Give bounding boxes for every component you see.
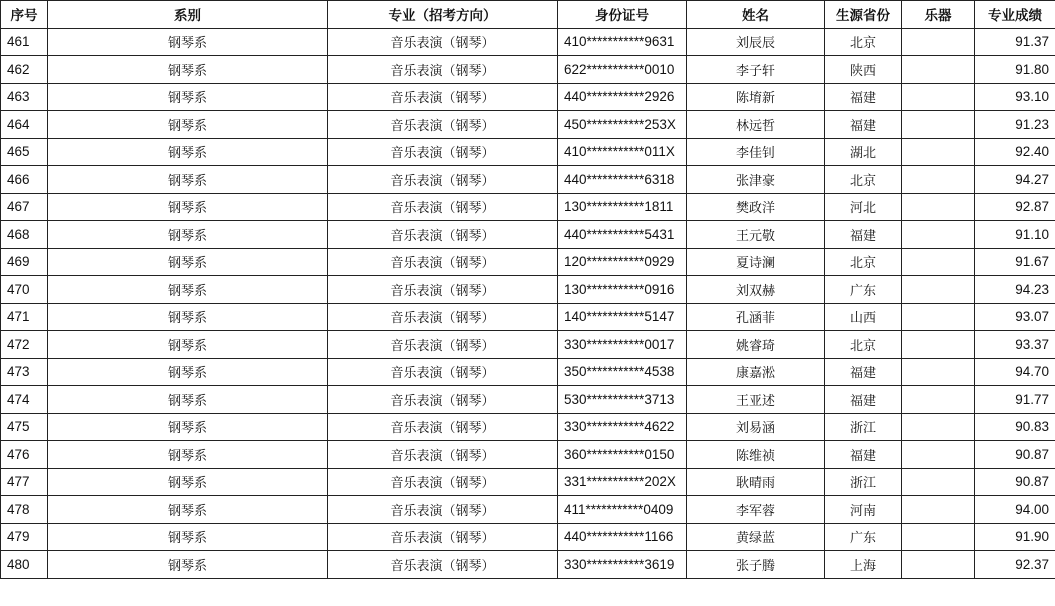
cell-instrument <box>902 468 975 496</box>
cell-name: 李佳钊 <box>687 138 825 166</box>
table-row <box>1 138 1055 166</box>
cell-instrument <box>902 111 975 139</box>
cell-id-number: 360***********0150 <box>558 441 687 469</box>
cell-score: 90.87 <box>975 441 1055 469</box>
cell-id-number: 330***********4622 <box>558 413 687 441</box>
cell-no: 470 <box>1 276 48 304</box>
cell-major: 音乐表演（钢琴） <box>328 56 558 84</box>
cell-score: 91.67 <box>975 248 1055 276</box>
cell-id-number: 622***********0010 <box>558 56 687 84</box>
cell-score: 91.77 <box>975 386 1055 414</box>
cell-name: 林远哲 <box>687 111 825 139</box>
table-row <box>1 386 1055 414</box>
cell-province: 上海 <box>825 551 902 579</box>
cell-name: 夏诗澜 <box>687 248 825 276</box>
cell-major: 音乐表演（钢琴） <box>328 551 558 579</box>
cell-no: 477 <box>1 468 48 496</box>
cell-major: 音乐表演（钢琴） <box>328 303 558 331</box>
cell-no: 479 <box>1 523 48 551</box>
cell-instrument <box>902 496 975 524</box>
table-row <box>1 111 1055 139</box>
cell-name: 刘双赫 <box>687 276 825 304</box>
cell-no: 467 <box>1 193 48 221</box>
cell-score: 90.83 <box>975 413 1055 441</box>
header-province: 生源省份 <box>825 1 902 29</box>
cell-province: 广东 <box>825 276 902 304</box>
cell-name: 刘易涵 <box>687 413 825 441</box>
cell-major: 音乐表演（钢琴） <box>328 28 558 56</box>
cell-no: 468 <box>1 221 48 249</box>
cell-no: 475 <box>1 413 48 441</box>
cell-score: 91.23 <box>975 111 1055 139</box>
cell-no: 465 <box>1 138 48 166</box>
cell-department: 钢琴系 <box>48 276 328 304</box>
cell-no: 469 <box>1 248 48 276</box>
cell-province: 浙江 <box>825 413 902 441</box>
cell-province: 山西 <box>825 303 902 331</box>
cell-department: 钢琴系 <box>48 193 328 221</box>
cell-score: 91.90 <box>975 523 1055 551</box>
cell-score: 93.37 <box>975 331 1055 359</box>
cell-no: 463 <box>1 83 48 111</box>
cell-name: 李军蓉 <box>687 496 825 524</box>
cell-id-number: 350***********4538 <box>558 358 687 386</box>
cell-name: 王亚述 <box>687 386 825 414</box>
cell-score: 90.87 <box>975 468 1055 496</box>
cell-department: 钢琴系 <box>48 303 328 331</box>
cell-instrument <box>902 193 975 221</box>
cell-instrument <box>902 276 975 304</box>
cell-major: 音乐表演（钢琴） <box>328 83 558 111</box>
cell-department: 钢琴系 <box>48 523 328 551</box>
cell-name: 张子腾 <box>687 551 825 579</box>
cell-department: 钢琴系 <box>48 83 328 111</box>
cell-province: 浙江 <box>825 468 902 496</box>
header-score: 专业成绩 <box>975 1 1055 29</box>
cell-name: 李子轩 <box>687 56 825 84</box>
cell-name: 陈维祯 <box>687 441 825 469</box>
cell-no: 471 <box>1 303 48 331</box>
table-row <box>1 523 1055 551</box>
cell-id-number: 450***********253X <box>558 111 687 139</box>
cell-id-number: 411***********0409 <box>558 496 687 524</box>
cell-id-number: 130***********1811 <box>558 193 687 221</box>
cell-name: 樊政洋 <box>687 193 825 221</box>
cell-name: 王元敬 <box>687 221 825 249</box>
table-row <box>1 166 1055 194</box>
cell-major: 音乐表演（钢琴） <box>328 166 558 194</box>
table-row <box>1 248 1055 276</box>
cell-department: 钢琴系 <box>48 56 328 84</box>
table-row <box>1 276 1055 304</box>
cell-no: 478 <box>1 496 48 524</box>
cell-id-number: 330***********3619 <box>558 551 687 579</box>
cell-major: 音乐表演（钢琴） <box>328 111 558 139</box>
cell-name: 张津豪 <box>687 166 825 194</box>
cell-id-number: 440***********5431 <box>558 221 687 249</box>
cell-major: 音乐表演（钢琴） <box>328 221 558 249</box>
cell-province: 北京 <box>825 28 902 56</box>
cell-instrument <box>902 523 975 551</box>
table-body <box>1 28 1055 578</box>
table-row <box>1 28 1055 56</box>
cell-major: 音乐表演（钢琴） <box>328 496 558 524</box>
cell-no: 461 <box>1 28 48 56</box>
cell-instrument <box>902 56 975 84</box>
table-row <box>1 358 1055 386</box>
cell-department: 钢琴系 <box>48 496 328 524</box>
table-row <box>1 331 1055 359</box>
cell-score: 93.10 <box>975 83 1055 111</box>
cell-department: 钢琴系 <box>48 358 328 386</box>
cell-no: 476 <box>1 441 48 469</box>
cell-major: 音乐表演（钢琴） <box>328 276 558 304</box>
table-row <box>1 413 1055 441</box>
cell-name: 刘辰辰 <box>687 28 825 56</box>
cell-id-number: 331***********202X <box>558 468 687 496</box>
cell-major: 音乐表演（钢琴） <box>328 523 558 551</box>
header-id-number: 身份证号 <box>558 1 687 29</box>
table-row <box>1 221 1055 249</box>
cell-major: 音乐表演（钢琴） <box>328 468 558 496</box>
cell-province: 陕西 <box>825 56 902 84</box>
cell-instrument <box>902 166 975 194</box>
cell-province: 福建 <box>825 221 902 249</box>
cell-score: 93.07 <box>975 303 1055 331</box>
cell-instrument <box>902 303 975 331</box>
cell-score: 91.80 <box>975 56 1055 84</box>
cell-province: 福建 <box>825 441 902 469</box>
cell-score: 91.10 <box>975 221 1055 249</box>
cell-no: 472 <box>1 331 48 359</box>
header-major: 专业（招考方向） <box>328 1 558 29</box>
cell-major: 音乐表演（钢琴） <box>328 386 558 414</box>
cell-id-number: 410***********9631 <box>558 28 687 56</box>
cell-department: 钢琴系 <box>48 28 328 56</box>
table-row <box>1 56 1055 84</box>
cell-score: 94.27 <box>975 166 1055 194</box>
cell-department: 钢琴系 <box>48 166 328 194</box>
cell-score: 94.00 <box>975 496 1055 524</box>
cell-province: 湖北 <box>825 138 902 166</box>
cell-id-number: 440***********2926 <box>558 83 687 111</box>
cell-name: 孔涵菲 <box>687 303 825 331</box>
header-instrument: 乐器 <box>902 1 975 29</box>
cell-id-number: 440***********1166 <box>558 523 687 551</box>
cell-province: 福建 <box>825 358 902 386</box>
cell-no: 462 <box>1 56 48 84</box>
cell-province: 福建 <box>825 83 902 111</box>
cell-instrument <box>902 28 975 56</box>
cell-department: 钢琴系 <box>48 551 328 579</box>
cell-instrument <box>902 386 975 414</box>
cell-major: 音乐表演（钢琴） <box>328 331 558 359</box>
cell-name: 黄绿蓝 <box>687 523 825 551</box>
cell-id-number: 440***********6318 <box>558 166 687 194</box>
cell-no: 473 <box>1 358 48 386</box>
cell-score: 91.37 <box>975 28 1055 56</box>
table-row <box>1 496 1055 524</box>
header-row <box>1 1 1055 29</box>
cell-department: 钢琴系 <box>48 221 328 249</box>
table-row <box>1 468 1055 496</box>
cell-no: 466 <box>1 166 48 194</box>
cell-no: 474 <box>1 386 48 414</box>
cell-score: 92.40 <box>975 138 1055 166</box>
cell-score: 92.37 <box>975 551 1055 579</box>
cell-score: 94.23 <box>975 276 1055 304</box>
cell-province: 北京 <box>825 331 902 359</box>
cell-province: 福建 <box>825 386 902 414</box>
cell-instrument <box>902 441 975 469</box>
cell-major: 音乐表演（钢琴） <box>328 193 558 221</box>
cell-province: 北京 <box>825 166 902 194</box>
cell-province: 福建 <box>825 111 902 139</box>
cell-id-number: 130***********0916 <box>558 276 687 304</box>
cell-score: 94.70 <box>975 358 1055 386</box>
cell-department: 钢琴系 <box>48 386 328 414</box>
table-row <box>1 303 1055 331</box>
cell-id-number: 140***********5147 <box>558 303 687 331</box>
cell-instrument <box>902 83 975 111</box>
cell-major: 音乐表演（钢琴） <box>328 441 558 469</box>
table-row <box>1 83 1055 111</box>
cell-department: 钢琴系 <box>48 441 328 469</box>
cell-major: 音乐表演（钢琴） <box>328 138 558 166</box>
cell-instrument <box>902 551 975 579</box>
header-no: 序号 <box>1 1 48 29</box>
cell-instrument <box>902 248 975 276</box>
cell-name: 康嘉淞 <box>687 358 825 386</box>
table-row <box>1 441 1055 469</box>
cell-id-number: 410***********011X <box>558 138 687 166</box>
cell-major: 音乐表演（钢琴） <box>328 248 558 276</box>
cell-instrument <box>902 138 975 166</box>
cell-id-number: 330***********0017 <box>558 331 687 359</box>
cell-id-number: 120***********0929 <box>558 248 687 276</box>
cell-score: 92.87 <box>975 193 1055 221</box>
cell-department: 钢琴系 <box>48 138 328 166</box>
cell-instrument <box>902 358 975 386</box>
cell-name: 耿晴雨 <box>687 468 825 496</box>
table-row <box>1 193 1055 221</box>
cell-province: 北京 <box>825 248 902 276</box>
cell-province: 河北 <box>825 193 902 221</box>
cell-major: 音乐表演（钢琴） <box>328 413 558 441</box>
cell-department: 钢琴系 <box>48 413 328 441</box>
header-name: 姓名 <box>687 1 825 29</box>
cell-department: 钢琴系 <box>48 331 328 359</box>
cell-major: 音乐表演（钢琴） <box>328 358 558 386</box>
cell-instrument <box>902 221 975 249</box>
cell-instrument <box>902 331 975 359</box>
cell-instrument <box>902 413 975 441</box>
header-department: 系别 <box>48 1 328 29</box>
cell-no: 464 <box>1 111 48 139</box>
cell-name: 姚睿琦 <box>687 331 825 359</box>
table-row <box>1 551 1055 579</box>
cell-id-number: 530***********3713 <box>558 386 687 414</box>
cell-department: 钢琴系 <box>48 468 328 496</box>
cell-department: 钢琴系 <box>48 248 328 276</box>
cell-name: 陈堉新 <box>687 83 825 111</box>
cell-no: 480 <box>1 551 48 579</box>
cell-province: 河南 <box>825 496 902 524</box>
cell-province: 广东 <box>825 523 902 551</box>
cell-department: 钢琴系 <box>48 111 328 139</box>
